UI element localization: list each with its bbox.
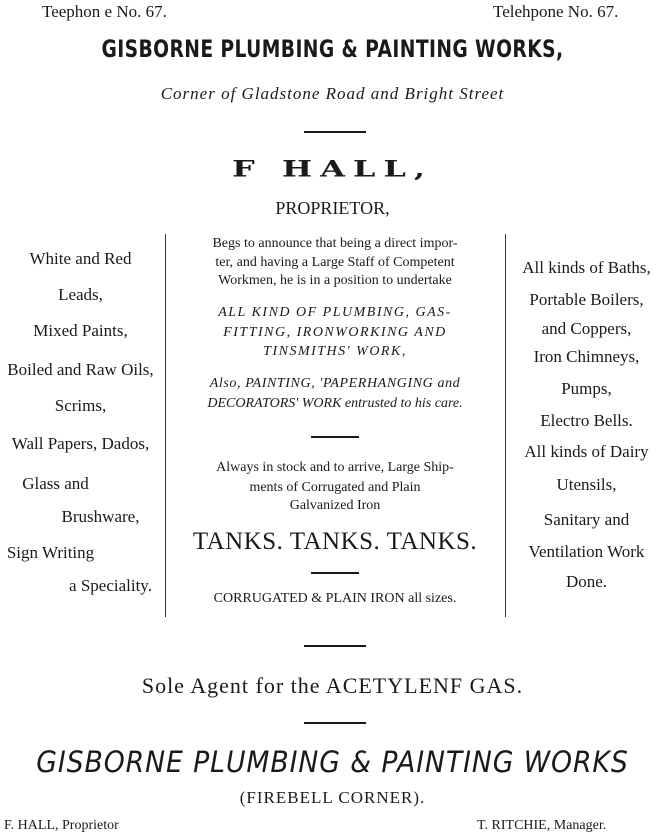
stock-line: Galvanized Iron — [289, 498, 381, 513]
footer-location: (FIREBELL CORNER). — [239, 788, 426, 807]
list-item: Iron Chimneys, — [533, 347, 640, 366]
list-item: Glass and — [22, 474, 89, 493]
divider — [304, 645, 366, 647]
list-item: Scrims, — [54, 396, 107, 415]
list-item: Pumps, — [561, 379, 612, 398]
proprietor-role: PROPRIETOR, — [275, 198, 390, 218]
divider — [304, 722, 366, 724]
services-line: ALL KIND OF PLUMBING, GAS- — [218, 305, 452, 320]
footer-title: GISBORNE PLUMBING & PAINTING WORKS — [36, 745, 629, 779]
stock-line: ments of Corrugated and Plain — [249, 480, 421, 495]
telephone-left: Teephon e No. 67. — [42, 2, 167, 21]
intro-line: Workmen, he is in a position to undertake — [218, 273, 452, 288]
tanks-line: TANKS. TANKS. TANKS. — [192, 528, 478, 555]
telephone-right: Telehpone No. 67. — [493, 2, 619, 21]
footer-proprietor: F. HALL, Proprietor — [4, 818, 119, 833]
also-line: DECORATORS' WORK entrusted to his care. — [207, 396, 463, 411]
intro-line: ter, and having a Large Staff of Competent — [215, 255, 455, 270]
divider — [311, 436, 359, 438]
iron-line: CORRUGATED & PLAIN IRON all sizes. — [213, 591, 457, 606]
page-title: GISBORNE PLUMBING & PAINTING WORKS, — [101, 35, 564, 63]
proprietor-name: F HALL, — [231, 155, 434, 183]
list-item: a Speciality. — [69, 576, 152, 595]
list-item: All kinds of Baths, — [522, 258, 651, 277]
list-item: Portable Boilers, — [529, 290, 644, 309]
intro-line: Begs to announce that being a direct impor- — [212, 236, 458, 251]
list-item: Sanitary and — [543, 510, 630, 529]
stock-line: Always in stock and to arrive, Large Ship- — [216, 460, 454, 475]
column-divider-left — [165, 234, 166, 617]
list-item: Brushware, — [61, 507, 140, 526]
list-item: Leads, — [58, 285, 103, 304]
services-line: FITTING, IRONWORKING AND — [223, 325, 447, 340]
list-item: Utensils, — [556, 475, 617, 494]
list-item: Ventilation Work — [528, 542, 645, 561]
list-item: Electro Bells. — [540, 411, 633, 430]
also-line: Also, PAINTING, 'PAPERHANGING and — [209, 376, 461, 391]
footer-manager: T. RITCHIE, Manager. — [477, 818, 607, 833]
sole-agent-line: Sole Agent for the ACETYLENF GAS. — [141, 673, 524, 698]
list-item: and Coppers, — [541, 319, 632, 338]
list-item: Mixed Paints, — [33, 321, 128, 340]
list-item: Wall Papers, Dados, — [11, 434, 150, 453]
column-divider-right — [505, 234, 506, 617]
list-item: Boiled and Raw Oils, — [7, 360, 154, 379]
address-line: Corner of Gladstone Road and Bright Street — [160, 84, 505, 103]
list-item: Sign Writing — [6, 543, 95, 562]
list-item: White and Red — [29, 249, 132, 268]
divider — [304, 131, 366, 133]
services-line: TINSMITHS' WORK, — [263, 344, 407, 359]
list-item: Done. — [565, 572, 608, 591]
divider — [311, 572, 359, 574]
list-item: All kinds of Dairy — [524, 442, 649, 461]
